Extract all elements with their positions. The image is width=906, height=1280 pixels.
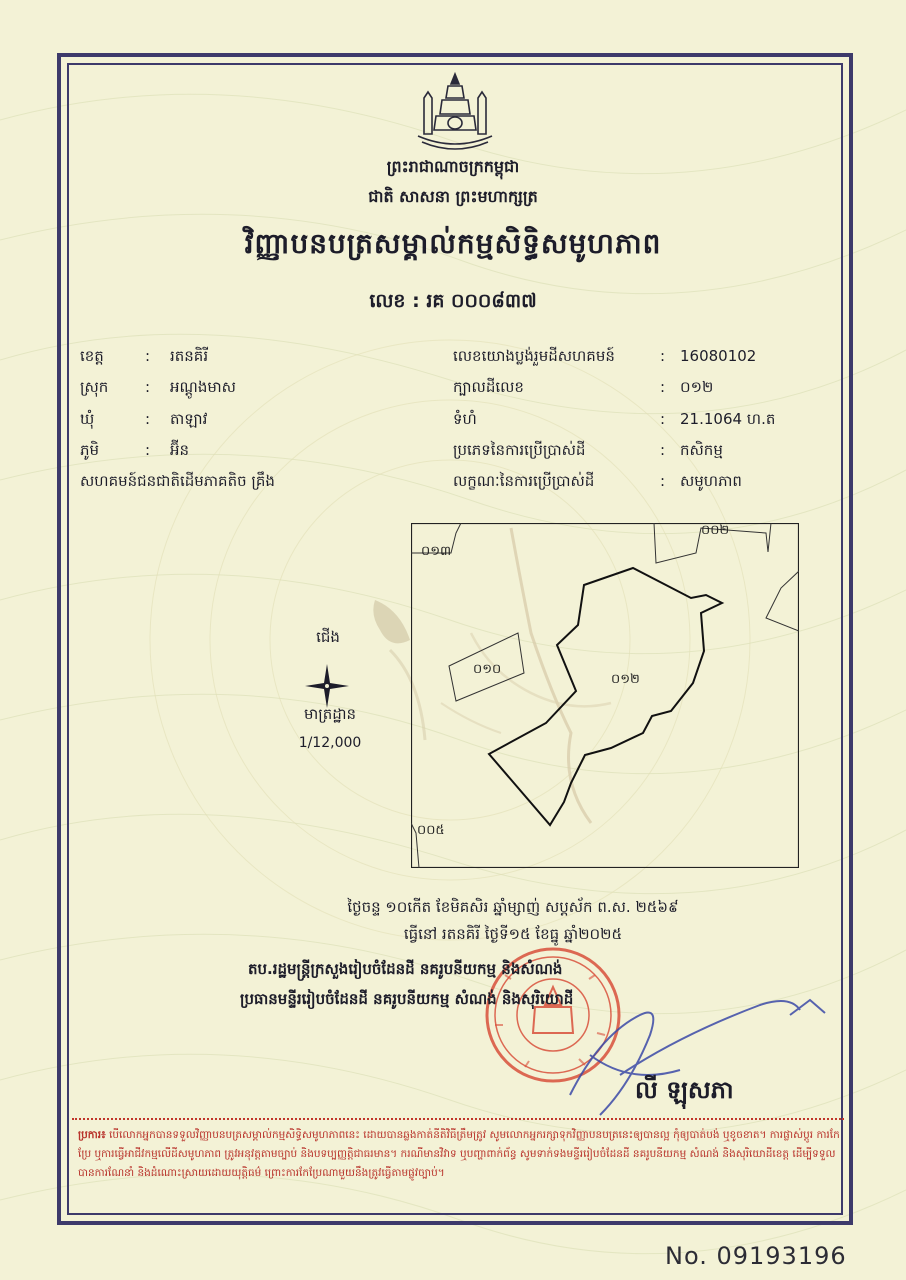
- field-label-village: ភូមិ: [80, 441, 100, 459]
- north-arrow-icon: [305, 664, 349, 708]
- signer-position-line: ប្រធានមន្ទីររៀបចំដែនដី នគរូបនីយកម្ម សំណង់ និងសុរិយោដី: [240, 990, 574, 1008]
- field-separator: :: [660, 378, 666, 396]
- field-label-parcel-number: ក្បាលដីលេខ: [453, 378, 524, 396]
- parcel-label-010: ០១០: [473, 662, 502, 677]
- field-separator: :: [660, 347, 666, 365]
- field-value-land-use-character: សមូហភាព: [680, 472, 742, 490]
- note-heading: ប្រការ៖: [78, 1129, 106, 1141]
- cadastral-map: [411, 523, 799, 868]
- parcel-label-013: ០១៣: [421, 544, 452, 559]
- field-value-commune: តាឡាវ: [170, 410, 208, 428]
- field-label-land-use-type: ប្រភេទនៃការប្រើប្រាស់ដី: [453, 441, 586, 459]
- field-label-province: ខេត្ត: [80, 347, 104, 365]
- field-label-community-plan-ref: លេខយោងប្លង់រួមដីសហគមន៍: [453, 347, 615, 365]
- field-value-community-plan-ref: 16080102: [680, 347, 757, 365]
- field-label-commune: ឃុំ: [80, 410, 95, 428]
- field-separator: :: [660, 441, 666, 459]
- scale-value: 1/12,000: [298, 735, 362, 751]
- field-label-district: ស្រុក: [80, 378, 109, 396]
- note-text: [78, 1126, 840, 1183]
- field-value-land-use-type: កសិកម្ម: [680, 441, 723, 459]
- certificate-number: លេខ : រគ ០០០៨៣៧: [369, 290, 537, 312]
- field-label-area: ទំហំ: [453, 410, 477, 428]
- parcel-label-012: ០១២: [611, 672, 640, 687]
- parcel-label-002: ០០២: [701, 523, 730, 538]
- kingdom-heading: ព្រះរាជាណាចក្រកម្ពុជា: [386, 157, 520, 176]
- field-value-village: អ៊ីន: [170, 441, 190, 459]
- serial-number: No. 09193196: [665, 1242, 847, 1270]
- field-value-province: រតនគិរី: [170, 347, 209, 365]
- signer-name: លី ឡុសភា: [635, 1076, 734, 1104]
- royal-coat-of-arms-icon: [410, 70, 500, 152]
- lunar-date: ថ្ងៃចន្ទ ១០កេីត ខែមិគសិរ ឆ្នាំម្សាញ់ សប្ដស័ក ព.ស. ២៥៦៩: [347, 898, 679, 916]
- field-label-land-use-character: លក្ខណៈនៃការប្រើប្រាស់ដី: [453, 472, 595, 490]
- field-value-parcel-number: ០១២: [680, 378, 714, 396]
- field-separator: :: [145, 378, 151, 396]
- place-and-date: ធ្វើនៅ រតនគិរី ថ្ងៃទី១៥ ខែធ្នូ ឆ្នាំ២០២៥: [403, 925, 623, 943]
- field-separator: :: [145, 347, 151, 365]
- field-value-area: 21.1064 ហ.ត: [680, 410, 776, 428]
- field-separator: :: [145, 441, 151, 459]
- note-divider: [72, 1118, 844, 1120]
- note-body: បើលោកអ្នកបានទទួលវិញ្ញាបនបត្រសម្គាល់កម្មសិទ្ធិសមូហភាពនេះ ដោយបានឆ្លងកាត់នីតិវិធីត្រឹមត្រូវ សូមលោកអ្នករក្សាទុកវិញ្ញាបនបត្រនេះឲ្យបានល្អ កុំឲ្យបាត់បង់ ឬខូចខាត។ ការផ្លាស់ប្ដូរ ការកែប្រែ ឬការធ្វើអាជីវកម្មលើដីសមូហភាព ត្រូវអនុវត្តតាមច្បាប់ និងបទប្បញ្ញត្តិជាធរមាន។ ករណីមានវិវាទ ឬបញ្ហាពាក់ព័ន្ធ សូមទាក់ទងមន្ទីររៀបចំដែនដី នគរូបនីយកម្ម សំណង់ និងសុរិយោដីខេត្ត ដើម្បីទទួលបានការណែនាំ និងដំណោះស្រាយដោយយុត្តិធម៌ ព្រោះការកែប្រែណាមួយនឹងត្រូវធ្វើតាមផ្លូវច្បាប់។: [78, 1129, 840, 1179]
- field-value-district: អណ្ដូងមាស: [170, 378, 236, 396]
- certificate-title: វិញ្ញាបនបត្រសម្គាល់កម្មសិទ្ធិសមូហភាព: [244, 227, 662, 260]
- north-label: ជើង: [316, 628, 340, 646]
- parcel-label-005: ០០៥: [417, 823, 445, 838]
- national-motto: ជាតិ សាសនា ព្រះមហាក្សត្រ: [368, 187, 538, 206]
- scale-label: មាត្រដ្ឋាន: [303, 705, 357, 723]
- field-separator: :: [145, 410, 151, 428]
- field-separator: :: [660, 410, 666, 428]
- community-name: សហគមន៍ជនជាតិដើមភាគតិច គ្រឹង: [80, 472, 275, 490]
- signer-authority-line: តប.រដ្ឋមន្ត្រីក្រសួងរៀបចំដែនដី នគរូបនីយកម្ម និងសំណង់: [248, 960, 563, 978]
- field-separator: :: [660, 472, 666, 490]
